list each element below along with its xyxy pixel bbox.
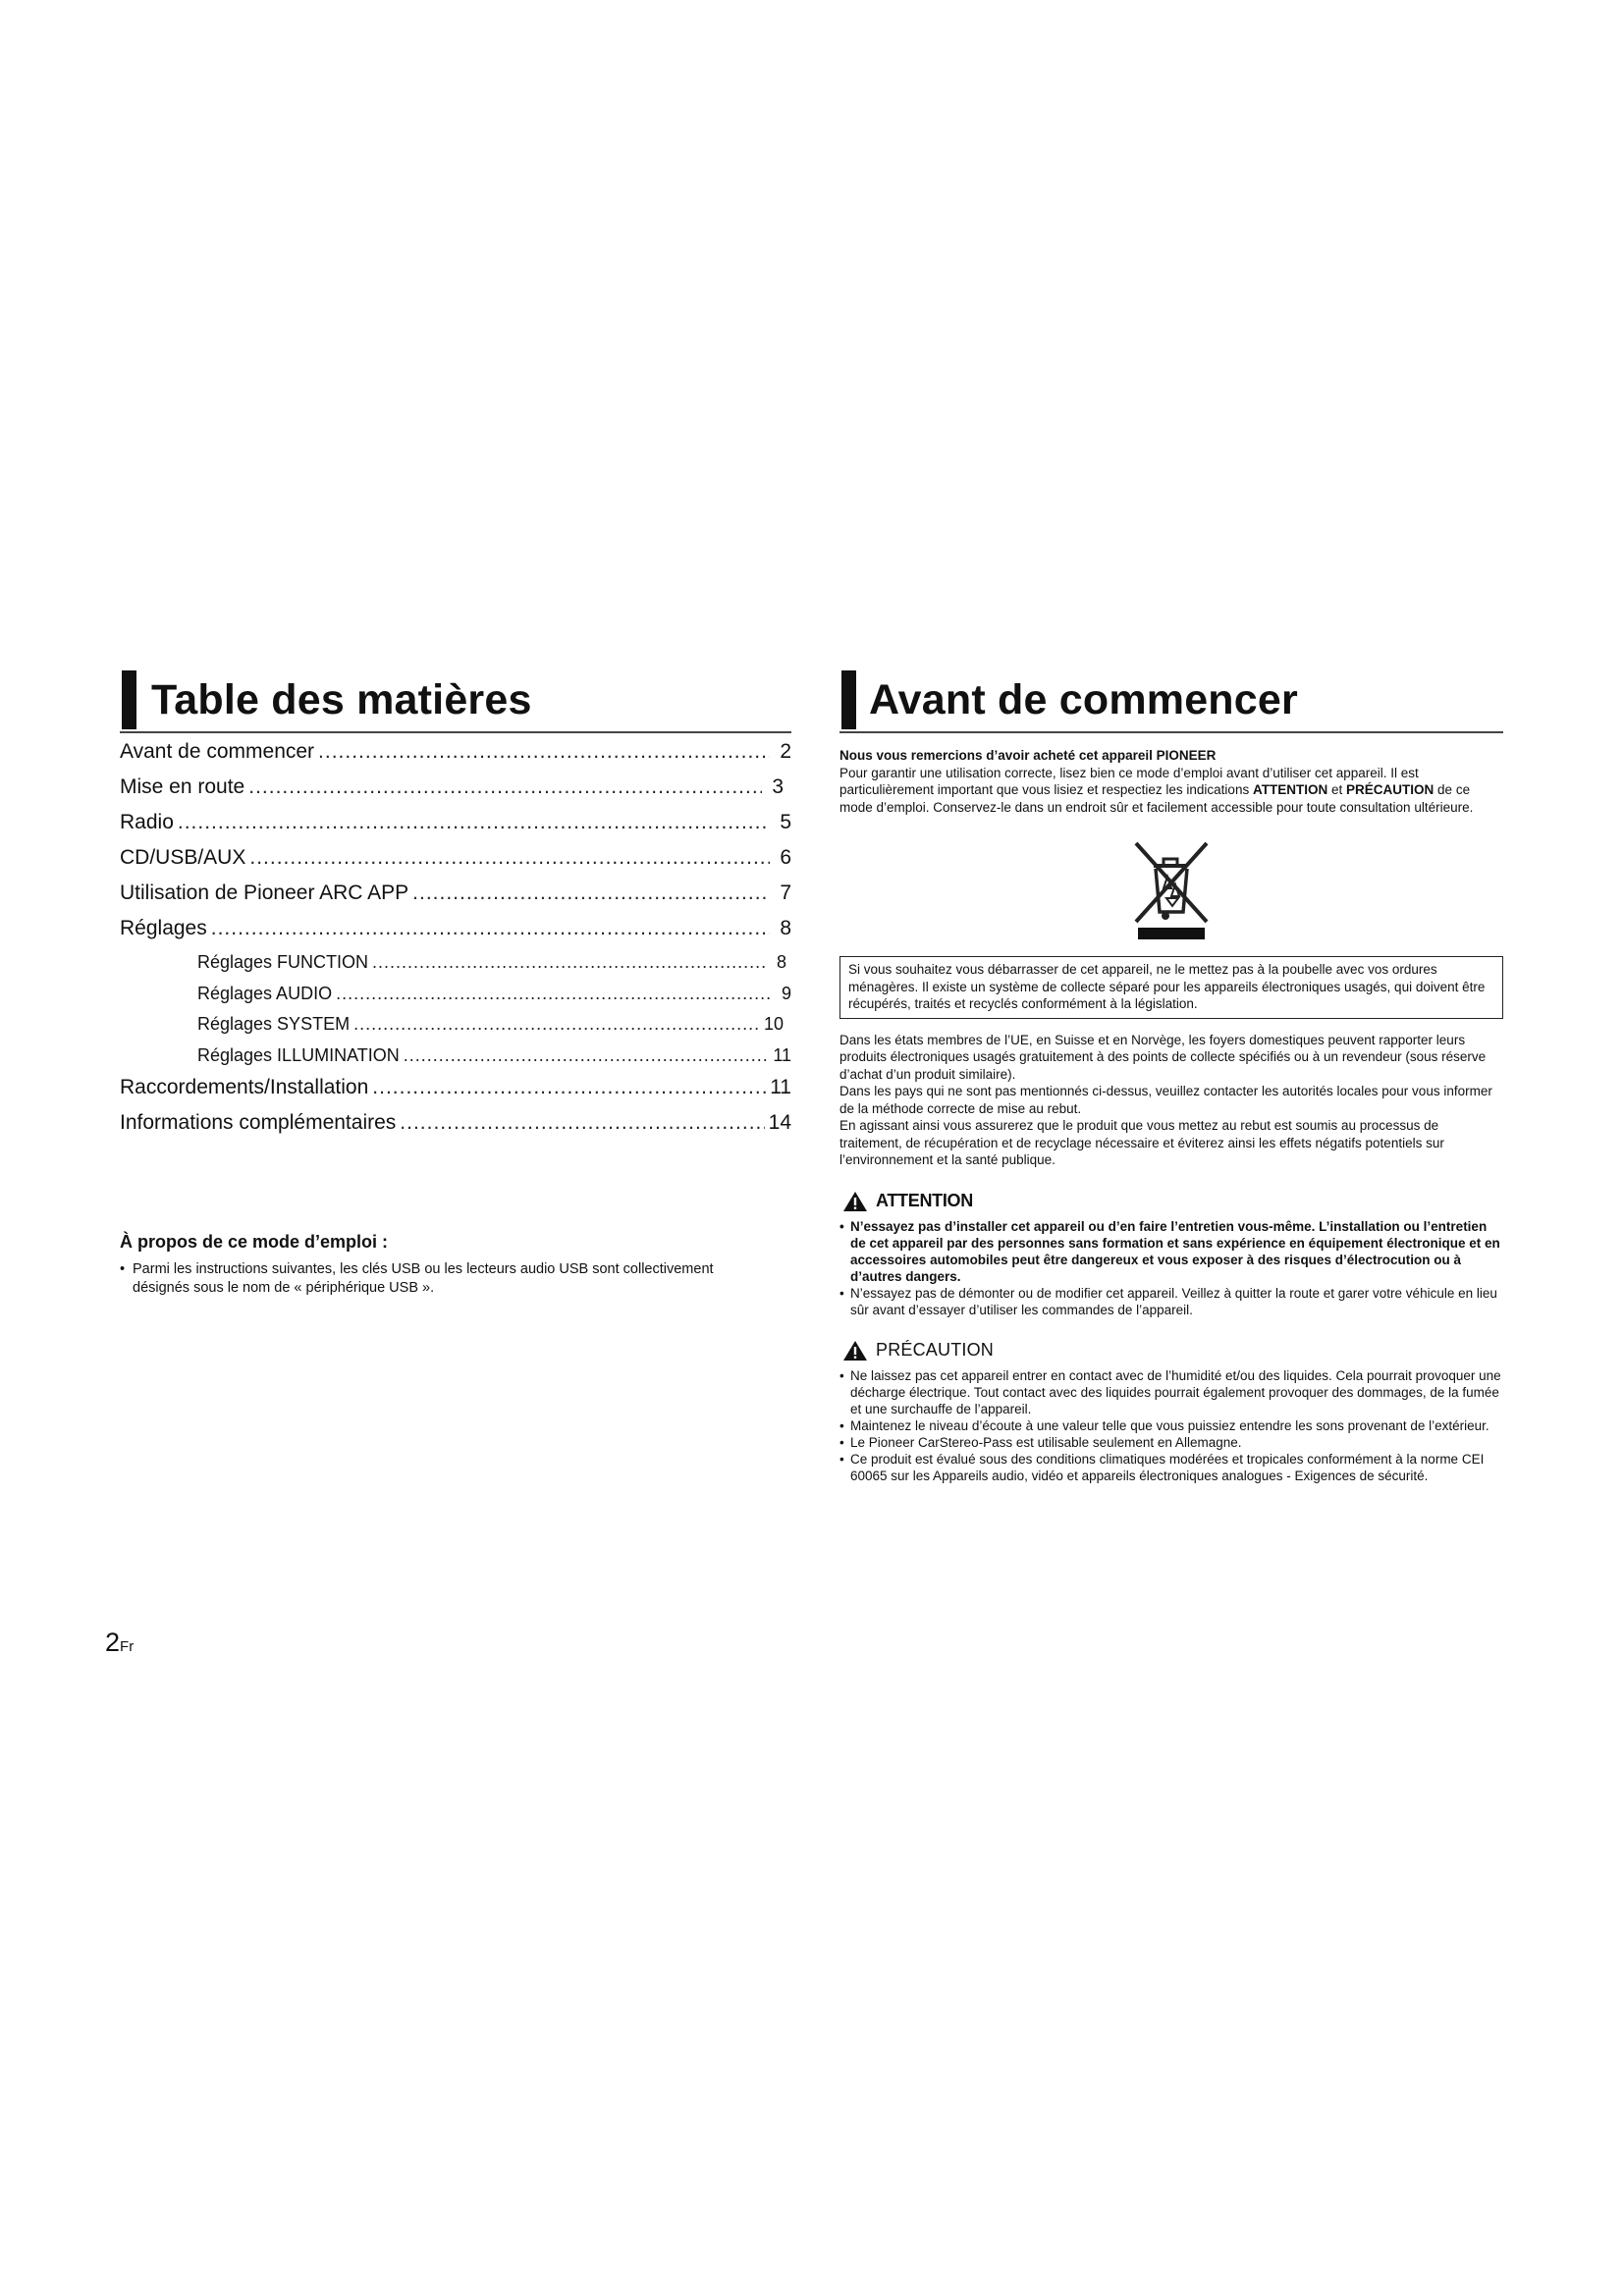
toc-leader [404, 1045, 770, 1066]
attention-bullet: • N’essayez pas de démonter ou de modifier cet appareil. Veillez à quitter la route et garer votre véhicule en lieu sûr avant d’essayer d’utiliser les commandes de l’appareil. [839, 1285, 1503, 1318]
precaution-bullet: • Ce produit est évalué sous des conditions climatiques modérées et tropicales conformément à la norme CEI 60065 sur les Appareils audio, vidéo et appareils électroniques analogues - Exigences de sécurité. [839, 1451, 1503, 1484]
page-number [105, 1628, 134, 1658]
toc-item-mise-en-route[interactable] [120, 775, 791, 811]
toc-item-page: 8 [776, 952, 786, 972]
toc-item-page: 7 [780, 881, 791, 904]
toc-leader [336, 984, 770, 1004]
crossed-out-wheelie-bin-icon [1122, 837, 1220, 939]
toc-title: Table des matières [151, 676, 532, 723]
toc-subitem-function[interactable] [120, 952, 791, 984]
toc-item-page: 5 [780, 811, 791, 833]
toc-item-reglages[interactable] [120, 917, 791, 952]
precaution-list [839, 1367, 1503, 1484]
apropos-bullet: • Parmi les instructions suivantes, les clés USB ou les lecteurs audio USB sont collectivement désignés sous le nom de « périphérique USB ». [120, 1260, 748, 1298]
avant-column [839, 670, 1503, 1484]
toc-item-page: 10 [763, 1014, 784, 1034]
precaution-bullet: • Maintenez le niveau d’écoute à une valeur telle que vous puissiez entendre les sons provenant de l’extérieur. [839, 1417, 1503, 1434]
toc-item-page: 11 [773, 1044, 791, 1065]
toc-leader [178, 811, 770, 834]
para-result: En agissant ainsi vous assurerez que le produit que vous mettez au rebut est soumis au processus de traitement, de récupération et de recyclage nécessaire et éviterez ainsi les effets négatifs potentiels sur l’environnement et la santé publique. [839, 1118, 1444, 1167]
heading-bar [122, 670, 136, 729]
intro-attention: ATTENTION [1252, 782, 1328, 797]
toc-list [120, 740, 791, 1147]
toc-leader [353, 1014, 760, 1035]
avant-title: Avant de commencer [869, 676, 1298, 723]
toc-item-label: Utilisation de Pioneer ARC APP [120, 881, 409, 904]
toc-leader [372, 1076, 766, 1099]
toc-leader [372, 952, 765, 973]
warning-triangle-icon [842, 1340, 868, 1362]
toc-item-label: Raccordements/Installation [120, 1076, 369, 1098]
toc-item-radio[interactable] [120, 811, 791, 846]
toc-subitem-illumination[interactable] [120, 1045, 791, 1077]
heading-bar [841, 670, 856, 729]
toc-item-page: 14 [768, 1111, 791, 1134]
page-number-value: 2 [105, 1628, 121, 1657]
intro-text-part1: Pour garantir une utilisation correcte, lisez bien ce mode d’emploi avant d’utiliser cet appareil. Il est particulièrement important que vous lisiez et respectiez les indications [839, 765, 1419, 797]
toc-item-label: Informations complémentaires [120, 1111, 397, 1134]
intro-text-part2: de ce mode d’emploi. Conservez-le dans un endroit sûr et facilement accessible pour toute consultation ultérieure. [839, 782, 1474, 815]
intro-and: et [1330, 782, 1343, 797]
toc-subitem-system[interactable] [120, 1014, 791, 1045]
avant-heading [839, 670, 1503, 733]
attention-list [839, 1218, 1503, 1318]
toc-item-label: Réglages AUDIO [197, 983, 333, 1003]
page-language: Fr [120, 1638, 135, 1655]
apropos-title: À propos de ce mode d’emploi : [120, 1232, 389, 1252]
disposal-paragraph [839, 1032, 1503, 1169]
toc-item-label: Mise en route [120, 775, 245, 798]
intro-precaution: PRÉCAUTION [1346, 782, 1435, 797]
toc-item-label: Réglages FUNCTION [197, 952, 369, 972]
intro-lead: Nous vous remercions d’avoir acheté cet appareil PIONEER [839, 748, 1217, 763]
toc-leader [400, 1111, 764, 1135]
attention-heading [839, 1189, 1503, 1214]
toc-item-avant[interactable] [120, 740, 791, 775]
toc-leader [412, 881, 770, 905]
toc-item-label: Réglages SYSTEM [197, 1014, 351, 1034]
toc-item-label: CD/USB/AUX [120, 846, 246, 869]
toc-leader [249, 846, 770, 870]
toc-item-label: Réglages [120, 917, 207, 939]
toc-leader [318, 740, 770, 764]
precaution-bullet: • Ne laissez pas cet appareil entrer en contact avec de l’humidité et/ou des liquides. Cela pourrait provoquer une décharge électrique. Tout contact avec des liquides pourrait également provoquer des dommages, de la fumée et une surchauffe de l’appareil. [839, 1367, 1503, 1417]
apropos-section [120, 1232, 748, 1298]
attention-bullet: • N’essayez pas d’installer cet appareil ou d’en faire l’entretien vous-même. L’installation ou l’entretien de cet appareil par des personnes sans formation et sans expérience en équipement électronique et en accessoires automobiles peut être dangereux et vous exposer à des risques d’électrocution ou à d’autres dangers. [839, 1218, 1503, 1285]
precaution-label: PRÉCAUTION [876, 1340, 995, 1360]
disposal-notice-box: Si vous souhaitez vous débarrasser de cet appareil, ne le mettez pas à la poubelle avec vos ordures ménagères. Il existe un système de collecte séparé pour les appareils électroniques usagés, qui doivent être récupérés, traités et recyclés conformément à la législation. [839, 956, 1503, 1019]
toc-item-page: 11 [770, 1076, 791, 1098]
toc-item-label: Avant de commencer [120, 740, 315, 763]
toc-item-cd-usb-aux[interactable] [120, 846, 791, 881]
toc-leader [211, 917, 770, 940]
intro-paragraph [839, 747, 1503, 816]
toc-item-informations[interactable] [120, 1111, 791, 1147]
precaution-heading [839, 1338, 1503, 1363]
toc-heading [120, 670, 791, 733]
toc-item-label: Radio [120, 811, 174, 833]
attention-label: ATTENTION [876, 1191, 973, 1210]
toc-item-label: Réglages ILLUMINATION [197, 1044, 400, 1065]
toc-item-arc-app[interactable] [120, 881, 791, 917]
toc-item-raccordements[interactable] [120, 1076, 791, 1111]
toc-item-page: 6 [780, 846, 791, 869]
precaution-bullet: • Le Pioneer CarStereo-Pass est utilisable seulement en Allemagne. [839, 1434, 1503, 1451]
toc-leader [248, 775, 762, 799]
toc-column [120, 670, 791, 1147]
para-eu: Dans les états membres de l’UE, en Suisse et en Norvège, les foyers domestiques peuvent rapporter leurs produits électroniques usagés gratuitement à des points de collecte spécifiés ou à un revendeur (sous réserve d’achat d’un produit similaire). [839, 1032, 1487, 1082]
intro-text [839, 765, 1503, 817]
warning-triangle-icon [842, 1191, 868, 1212]
toc-item-page: 2 [780, 740, 791, 763]
toc-item-page: 8 [780, 917, 791, 939]
toc-subitem-audio[interactable] [120, 984, 791, 1015]
para-other-countries: Dans les pays qui ne sont pas mentionnés ci-dessus, veuillez contacter les autorités locales pour vous informer de la méthode correcte de mise au rebut. [839, 1084, 1492, 1116]
toc-item-page: 3 [772, 775, 784, 798]
toc-item-page: 9 [781, 983, 791, 1003]
